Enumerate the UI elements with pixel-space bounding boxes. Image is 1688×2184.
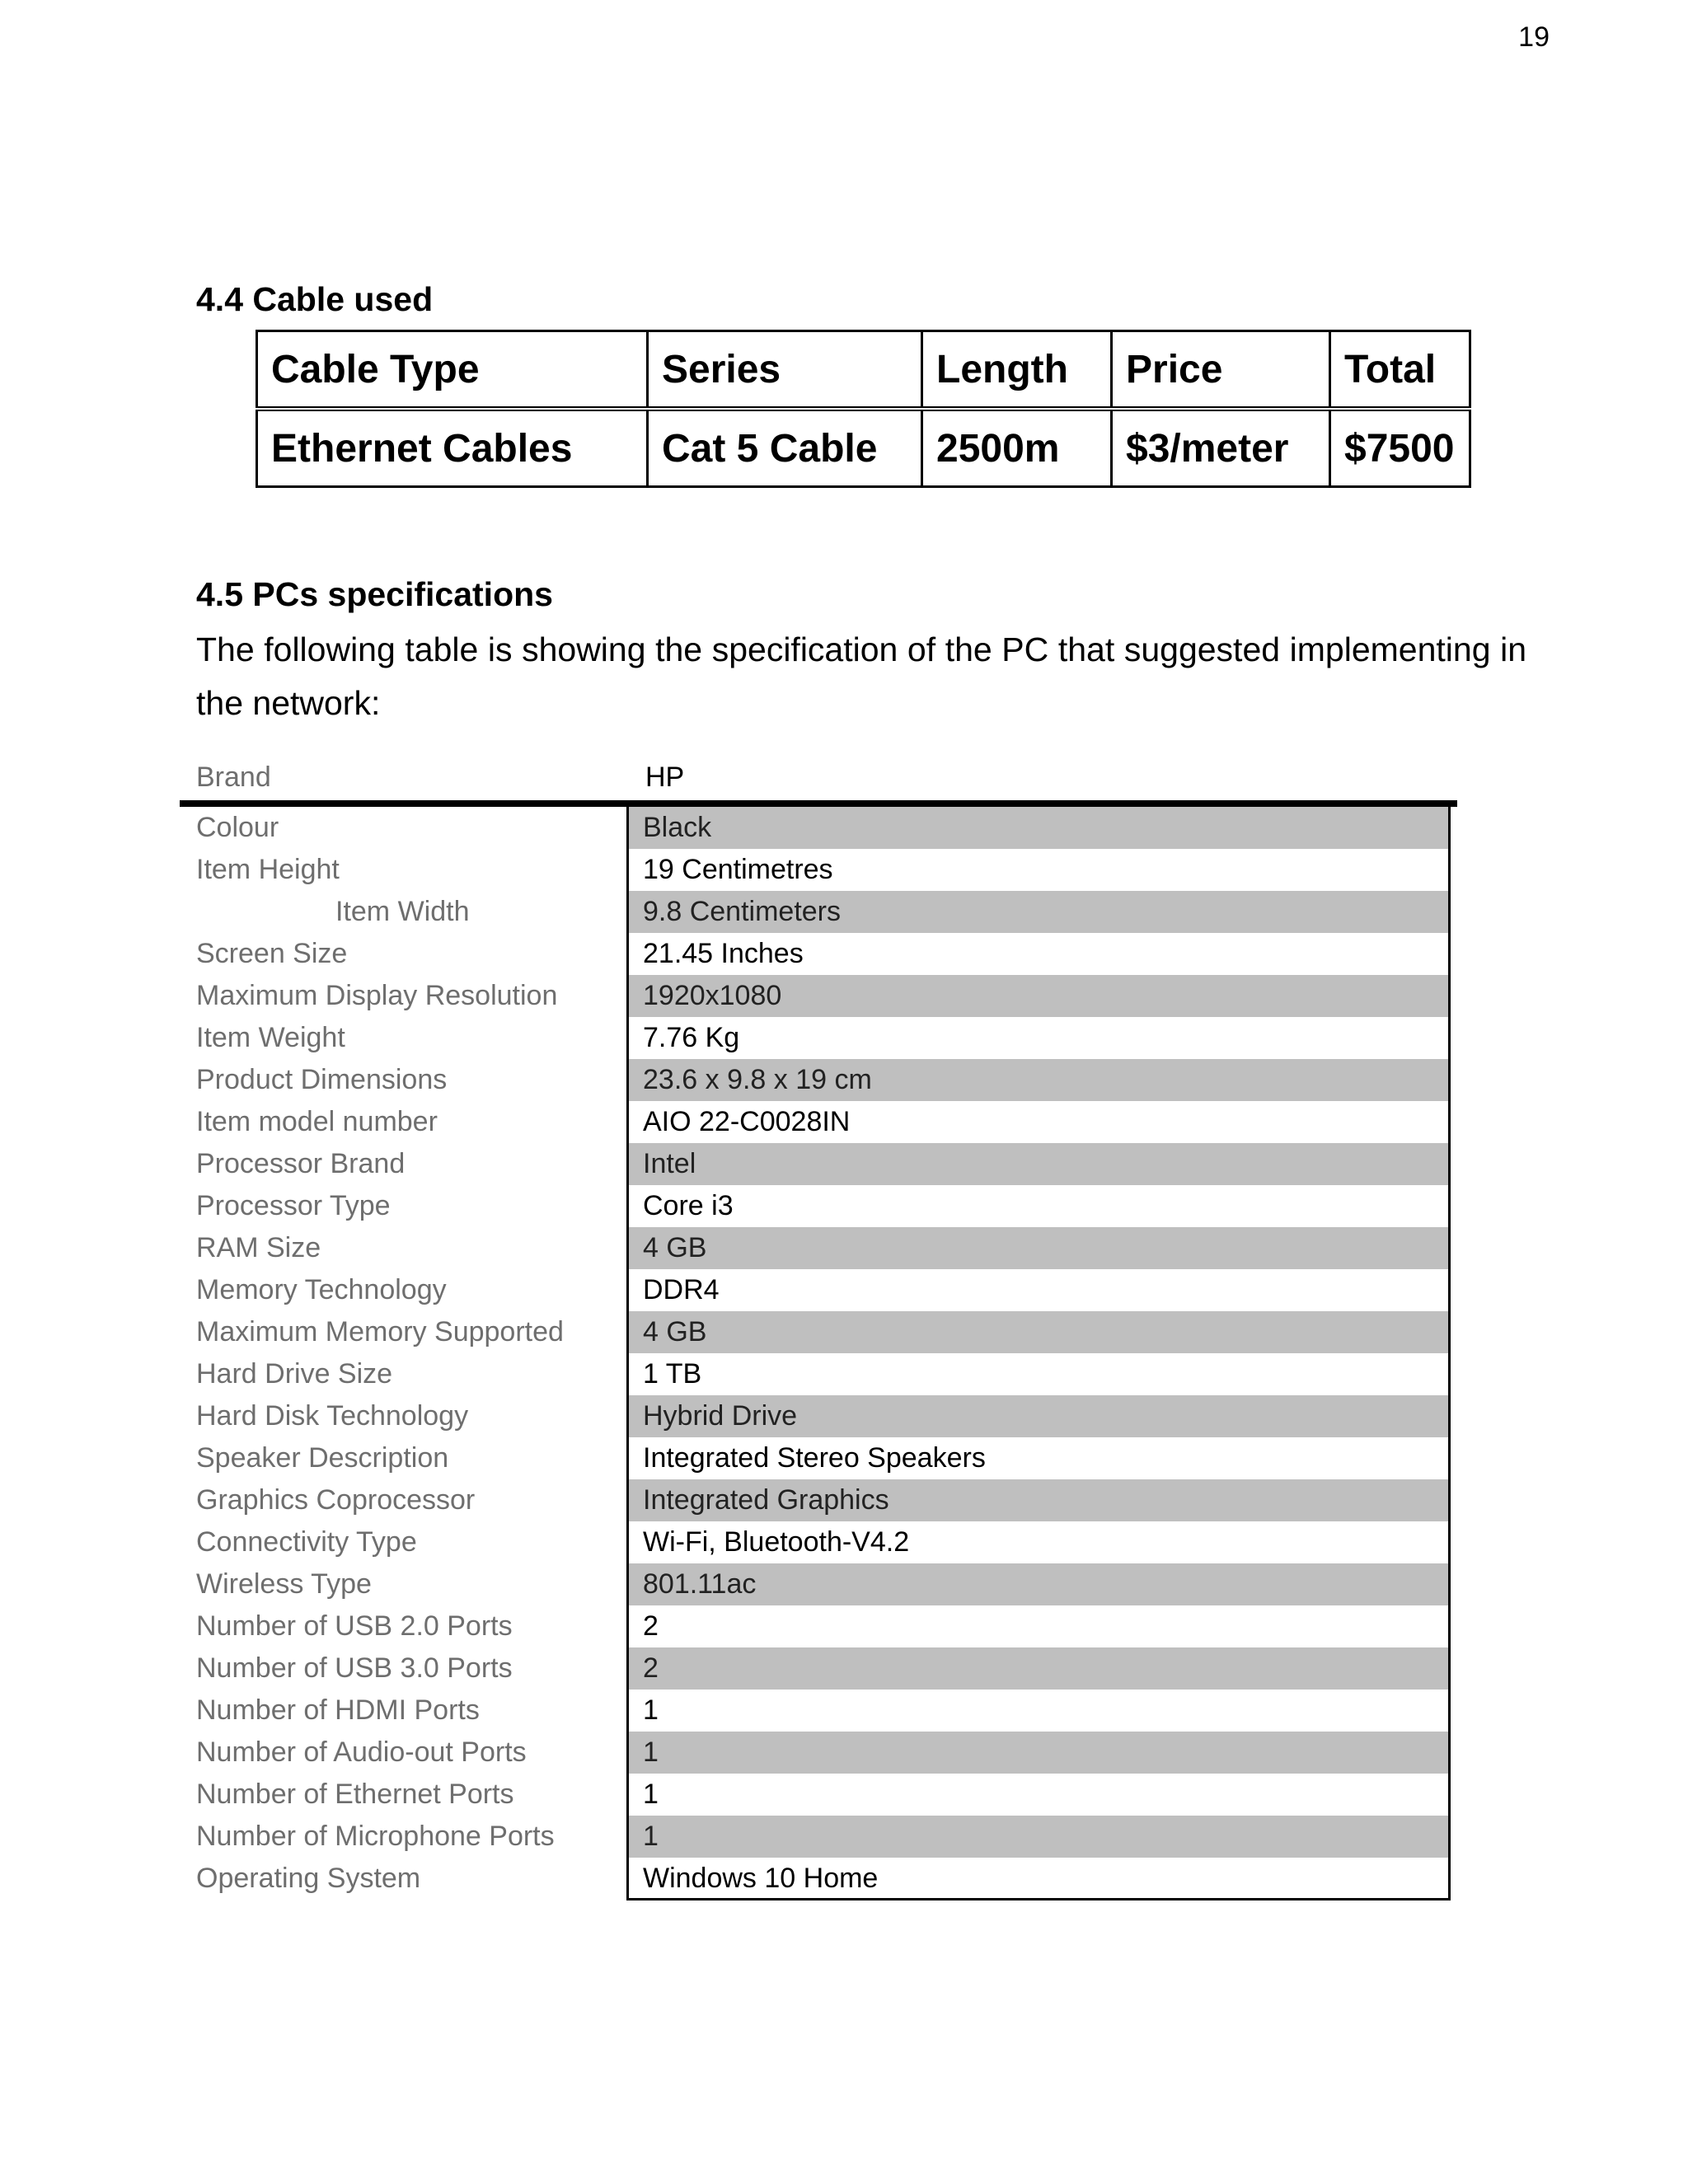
spec-value: 1920x1080: [629, 975, 1448, 1017]
spec-label: Number of USB 2.0 Ports: [196, 1610, 513, 1642]
cable-cell: Ethernet Cables: [257, 409, 648, 487]
spec-value: Black: [629, 807, 1448, 849]
spec-label: Number of Microphone Ports: [196, 1821, 555, 1852]
spec-value: Intel: [629, 1143, 1448, 1185]
spec-row: [0, 1227, 1688, 1269]
spec-header-row: [0, 757, 1688, 799]
spec-row: [0, 1732, 1688, 1774]
spec-value: 801.11ac: [629, 1563, 1448, 1605]
spec-label: Colour: [196, 812, 279, 843]
spec-label: Operating System: [196, 1863, 421, 1894]
spec-label: Screen Size: [196, 938, 348, 969]
spec-header-rule: [180, 800, 1457, 807]
cable-table-header-row: [257, 331, 1470, 410]
cable-table: [256, 330, 1471, 488]
spec-label: Number of Ethernet Ports: [196, 1779, 514, 1810]
spec-value: DDR4: [643, 1274, 720, 1305]
spec-label: Hard Disk Technology: [196, 1400, 469, 1432]
spec-label: Product Dimensions: [196, 1064, 448, 1095]
spec-value: 4 GB: [629, 1311, 1448, 1353]
spec-row: [0, 1185, 1688, 1227]
cable-header-cell: Total: [1330, 331, 1470, 410]
page-number: 19: [1518, 21, 1550, 53]
spec-label: Item Width: [335, 896, 470, 927]
spec-label: Item model number: [196, 1106, 438, 1137]
spec-value: 9.8 Centimeters: [629, 891, 1448, 933]
spec-row: [0, 1101, 1688, 1143]
cable-cell: $7500: [1330, 409, 1470, 487]
spec-label: RAM Size: [196, 1232, 321, 1263]
spec-label: Graphics Coprocessor: [196, 1484, 476, 1516]
spec-row: [0, 1816, 1688, 1858]
spec-row: [0, 1690, 1688, 1732]
spec-value: 2: [643, 1610, 659, 1642]
spec-value: 1: [643, 1779, 659, 1810]
spec-row: [0, 1563, 1688, 1605]
spec-header-label: Brand: [196, 762, 271, 793]
spec-label: Processor Brand: [196, 1148, 406, 1179]
spec-label: Number of USB 3.0 Ports: [196, 1652, 513, 1684]
spec-value: 7.76 Kg: [643, 1022, 740, 1053]
spec-label: Number of HDMI Ports: [196, 1694, 480, 1726]
cable-header-cell: Series: [648, 331, 922, 410]
spec-value: 1: [629, 1816, 1448, 1858]
cable-cell: $3/meter: [1112, 409, 1330, 487]
spec-label: Connectivity Type: [196, 1526, 417, 1558]
spec-row: [0, 891, 1688, 933]
spec-value: 19 Centimetres: [643, 854, 833, 885]
spec-value: Core i3: [643, 1190, 734, 1221]
spec-row: [0, 1269, 1688, 1311]
spec-value: Wi-Fi, Bluetooth-V4.2: [643, 1526, 910, 1558]
spec-row: [0, 1605, 1688, 1647]
spec-label: Processor Type: [196, 1190, 391, 1221]
spec-label: Speaker Description: [196, 1442, 449, 1474]
cable-cell: Cat 5 Cable: [648, 409, 922, 487]
cable-header-cell: Length: [922, 331, 1112, 410]
spec-label: Maximum Display Resolution: [196, 980, 558, 1011]
spec-label: Maximum Memory Supported: [196, 1316, 564, 1347]
spec-header-value: HP: [645, 762, 685, 793]
section-heading-cable-used: 4.4 Cable used: [196, 280, 434, 318]
spec-row: [0, 1353, 1688, 1395]
cable-header-cell: Cable Type: [257, 331, 648, 410]
spec-value: Integrated Stereo Speakers: [643, 1442, 986, 1474]
section-heading-pc-specifications: 4.5 PCs specifications: [196, 575, 553, 613]
spec-value: 21.45 Inches: [643, 938, 804, 969]
spec-label: Hard Drive Size: [196, 1358, 393, 1390]
spec-row: [0, 1521, 1688, 1563]
spec-value: 1 TB: [643, 1358, 702, 1390]
spec-row: [0, 1479, 1688, 1521]
spec-row: [0, 933, 1688, 975]
spec-label: Number of Audio-out Ports: [196, 1736, 527, 1768]
spec-value: Integrated Graphics: [629, 1479, 1448, 1521]
spec-row: [0, 1017, 1688, 1059]
spec-row: [0, 1437, 1688, 1479]
spec-value: 23.6 x 9.8 x 19 cm: [629, 1059, 1448, 1101]
spec-row: [0, 1647, 1688, 1690]
spec-value: Windows 10 Home: [643, 1863, 879, 1894]
spec-value: 1: [643, 1694, 659, 1726]
spec-row: [0, 1774, 1688, 1816]
spec-value: 4 GB: [629, 1227, 1448, 1269]
cable-header-cell: Price: [1112, 331, 1330, 410]
spec-row: [0, 1395, 1688, 1437]
spec-row: [0, 1143, 1688, 1185]
spec-value: 2: [629, 1647, 1448, 1690]
spec-row: [0, 807, 1688, 849]
spec-value: AIO 22-C0028IN: [643, 1106, 851, 1137]
spec-row: [0, 1059, 1688, 1101]
spec-row: [0, 975, 1688, 1017]
spec-row: [0, 849, 1688, 891]
spec-label: Memory Technology: [196, 1274, 447, 1305]
cable-table-row: [257, 409, 1470, 487]
spec-label: Wireless Type: [196, 1568, 372, 1600]
spec-row: [0, 1311, 1688, 1353]
spec-value: 1: [629, 1732, 1448, 1774]
spec-label: Item Height: [196, 854, 340, 885]
spec-label: Item Weight: [196, 1022, 345, 1053]
spec-row: [0, 1858, 1688, 1900]
intro-paragraph: The following table is showing the specification of the PC that suggested implementing in the network:: [196, 630, 1526, 722]
spec-value: Hybrid Drive: [629, 1395, 1448, 1437]
cable-cell: 2500m: [922, 409, 1112, 487]
